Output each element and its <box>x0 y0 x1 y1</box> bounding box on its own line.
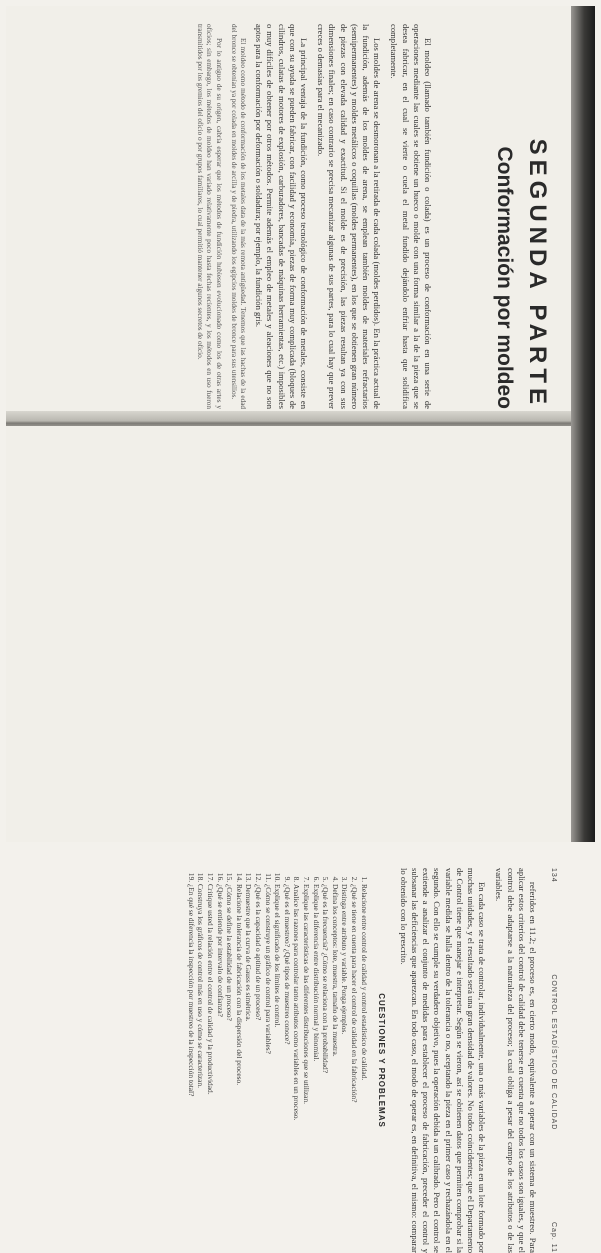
question-item: 7. Explique las características de las diferentes distribuciones que se utilizan. <box>301 884 311 1253</box>
question-item: 1. Relacione entre control de calidad y control estadístico de calidad. <box>359 884 369 1253</box>
chapter-reference: Cap. 11 <box>550 1222 557 1253</box>
questions-title: CUESTIONES Y PROBLEMAS <box>376 993 386 1128</box>
paragraph: La principal ventaja de la fundición, como proceso tecnológico de conformación de metales, consiste en que con su ayuda se pueden fabricar, con facilidad y economía, piezas de forma muy complicada (bloques de cilindros, culatas de motores de explosión, carburadores, bancadas de máquinas herramientas, etc.) imposibles o muy difíciles de obtener por otros métodos. Permite además el empleo de metales y aleaciones que no son aptos para la conformación por deformación o soldadura; por ejemplo, la fundición gris. <box>254 24 309 409</box>
question-item: 17. Critique usted la relación entre el control de calidad y la productividad. <box>205 884 215 1253</box>
book-spread <box>6 6 595 1253</box>
paragraph: En cada caso se trata de controlar, individualmente, una o más variables de la pieza en un lote formado por muchas unidades, y el resultado será una gran densidad de valores. No todos coincidentes; que el Departamento de Control tiene que manejar e interpretar. Según se vieron, así se obtienen datos que permiten comprobar si la variable medida se halla dentro de la tolerancia o no, aceptando la pieza en el primer caso y rechazándola en el segundo. Con ello se cumple su verdadero objetivo, pues la operación debida a un calibrado. Pero el control se extiende a analizar el conjunto de medidas para establecer el proceso de fabricación, preceder el control y subsanar las deficiencias que aparezcan. En todo caso, el modo de operar es, en definitiva, el mismo: comparar lo obtenido con lo prescrito. <box>398 868 488 1253</box>
question-item: 13. Demuestre que la curva de Gauss es simétrica. <box>244 884 254 1253</box>
paragraph: Los moldes de arena se desmoronan a la retirada de cada colada (moldes perdidos). En la práctica actual de la fundición, además de los moldes de arena, se emplean también moldes de materiales refractarios (semipermanentes) y moldes metálicos o coquillas (moldes permanentes), en los que se obtienen gran número de piezas con elevada calidad y exactitud. Si el molde es de precisión, las piezas resultan ya con sus dimensiones finales; en caso contrario se precisa mecanizar algunas de sus partes, para lo cual hay que prever creces o demasías para el mecanizado. <box>316 24 383 409</box>
question-item: 2. ¿Qué se tiene en cuenta para hacer el control de calidad en la fabricación? <box>349 884 359 1253</box>
question-item: 14. Relacione la tolerancia de fabricación con la dispersión del proceso. <box>234 884 244 1253</box>
question-item: 8. Analice las razones para controlar tanto atributos como variables en un proceso. <box>292 884 302 1253</box>
question-item: 16. ¿Qué se entiende por intervalo de confianza? <box>215 884 225 1253</box>
question-item: 6. Explique la diferencia entre distribución normal y binomial. <box>311 884 321 1253</box>
paragraph: referidos en 11.2; el proceso es, en cierto modo, equivalente a operar con un sistema de muestreo. Para aplicar estos criterios del control de calidad debe tenerse en cuenta que no todos los casos son iguales, y que el control debe adaptarse a la naturaleza del proceso; la cual obliga a pesar del campo de los atributos o de las variables. <box>494 868 538 1253</box>
part-title: SEGUNDA PARTE <box>524 138 551 409</box>
questions-list <box>186 868 368 1253</box>
right-page <box>6 6 595 418</box>
question-item: 5. ¿Qué es la frecuencia? ¿Cómo se relaciona con la probabilidad? <box>321 884 331 1253</box>
page-edge-shadow <box>571 6 595 842</box>
paragraph: El moldeo (llamado también fundición o colada) es un proceso de conformación en una serie de operaciones mediante las cuales se obtiene un hueco o molde con una forma similar a la de la pieza que se desea fabricar, en el cual se vierte o cuela el metal fundido dejándolo enfriar hasta que solidifica completamente. <box>389 24 433 409</box>
question-item: 3. Distinga entre atributo y variable. Ponga ejemplos. <box>340 884 350 1253</box>
right-page-content <box>31 24 561 409</box>
chapter-title: Conformación por moldeo <box>493 146 516 409</box>
running-head-title: CONTROL ESTADÍSTICO DE CALIDAD <box>550 974 557 1131</box>
running-head <box>550 868 557 1253</box>
question-item: 9. ¿Qué es el muestreo? ¿Qué tipos de muestreo conoce? <box>282 884 292 1253</box>
question-item: 18. Construya los gráficos de control más en uso y cómo se caracterizan. <box>196 884 206 1253</box>
paragraph: El moldeo como método de conformación de los metales data de la más remota antigüedad. Tenemos que las hachas de la edad del bronce se obtenían ya por colada en moldes de arcilla y de piedra, utilizando los egipcios moldes de bronce para sus utensilios. <box>229 24 247 409</box>
question-item: 19. ¿En qué se diferencia la inspección por muestreo de la inspección total? <box>186 884 196 1253</box>
left-page <box>6 426 595 1253</box>
question-item: 11. ¿Cómo se construye un gráfico de control para variables? <box>263 884 273 1253</box>
question-item: 10. Explique el significado de los límites de control. <box>273 884 283 1253</box>
paragraph: Por lo antiguo de su origen, cabría esperar que los métodos de fundición hubiesen evolucionado como los de otras artes y oficios; sin embargo, los métodos de moldeo han variado relativamente poco hasta fechas recientes, y los métodos en uso fueron transmitidos por los gremios del oficio o por grupos familiares, lo cual permitió mantener algunos secretos de oficio. <box>196 24 223 409</box>
question-item: 15. ¿Cómo se define la estabilidad de un proceso? <box>225 884 235 1253</box>
question-item: 12. ¿Qué es la capacidad o aptitud de un proceso? <box>253 884 263 1253</box>
page-number: 134 <box>550 868 557 883</box>
left-page-content <box>31 868 561 1253</box>
question-item: 4. Defina los conceptos: lote, muestra, tamaño de la muestra. <box>330 884 340 1253</box>
